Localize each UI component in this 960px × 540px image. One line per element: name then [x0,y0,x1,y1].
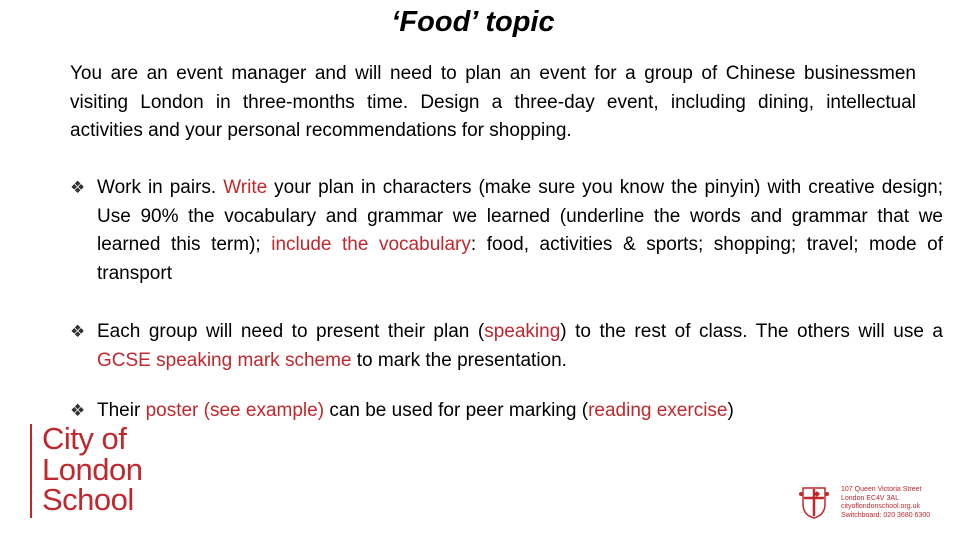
bullet-1-text: Work in pairs. Write your plan in characters (make sure you know the pinyin) with creative design; Use 90% the vocabulary and grammar we learned (underline the words and grammar that we learned this term); include the vocabulary: food, activities & sports; shopping; travel; mode of transport [97,177,943,284]
bullet-item-3 [70,397,943,426]
logo-line-3: School [42,482,134,517]
intro-paragraph: You are an event manager and will need to plan an event for a group of Chinese businessmen visiting London in three-months time. Design a three-day event, including dining, intellectual activities and your personal recommendations for shopping. [70,63,916,141]
address-line-1: 107 Queen Victoria Street [841,486,922,493]
diamond-bullet-icon: ❖ [70,178,86,197]
bullet-item-2 [70,318,943,375]
school-logo [42,421,143,517]
bullet-3-text: Their poster (see example) can be used for peer marking (reading exercise) [97,400,734,421]
address-line-2: London EC4V 3AL [841,494,899,502]
slide-title: ‘Food’ topic [391,6,555,38]
logo-line-1: City of [42,421,127,456]
diamond-bullet-icon: ❖ [70,322,86,341]
bullet-2-text: Each group will need to present their plan (speaking) to the rest of class. The others will use a GCSE speaking mark scheme to mark the presentation. [97,321,943,371]
address-line-4: Switchboard: 020 3680 6300 [841,511,931,519]
diamond-bullet-icon: ❖ [70,401,86,420]
logo-line-2: London [42,451,143,487]
logo-divider [30,424,32,518]
school-crest-icon [797,484,831,520]
address-line-3: cityoflondonschool.org.uk [841,503,920,511]
bullet-item-1 [70,174,943,288]
school-address [841,486,930,520]
